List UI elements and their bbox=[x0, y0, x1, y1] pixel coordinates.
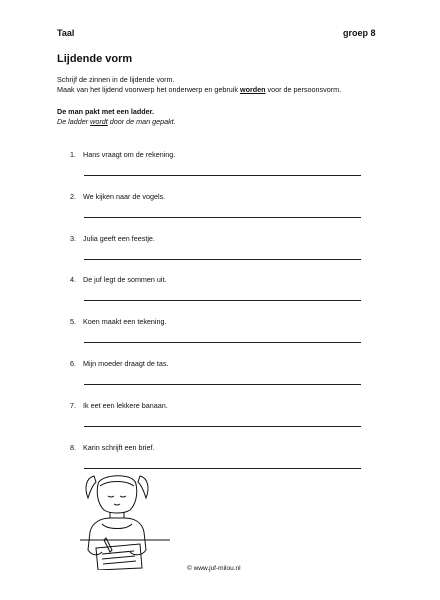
exercise-sentence: Koen maakt een tekening. bbox=[83, 317, 167, 327]
exercise-sentence: De juf legt de sommen uit. bbox=[83, 275, 167, 285]
exercise-item bbox=[70, 192, 165, 201]
subject-label: Taal bbox=[57, 28, 75, 38]
answer-line[interactable] bbox=[84, 384, 361, 385]
exercise-number: 3. bbox=[70, 233, 76, 243]
group-label: groep 8 bbox=[343, 28, 376, 38]
instruction-line-2-pre: Maak van het lijdend voorwerp het onderwerp en gebruik bbox=[57, 85, 240, 94]
exercise-sentence: Julia geeft een feestje. bbox=[83, 233, 155, 243]
answer-line[interactable] bbox=[84, 259, 361, 260]
exercise-sentence: Karin schrijft een brief. bbox=[83, 442, 155, 452]
exercise-item bbox=[70, 317, 167, 326]
instructions bbox=[57, 75, 387, 95]
exercise-sentence: Ik eet een lekkere banaan. bbox=[83, 400, 168, 410]
answer-line[interactable] bbox=[84, 300, 361, 301]
instruction-line-1: Schrijf de zinnen in de lijdende vorm. bbox=[57, 75, 175, 84]
exercise-item bbox=[70, 234, 155, 243]
exercise-sentence: We kijken naar de vogels. bbox=[83, 191, 166, 201]
instruction-line-2-post: voor de persoonsvorm. bbox=[265, 85, 342, 94]
answer-line[interactable] bbox=[84, 468, 361, 469]
copyright-footer: © www.juf-milou.nl bbox=[187, 565, 241, 572]
answer-line[interactable] bbox=[84, 175, 361, 176]
instruction-line-2 bbox=[57, 85, 387, 95]
answer-line[interactable] bbox=[84, 217, 361, 218]
exercise-number: 7. bbox=[70, 400, 76, 410]
exercise-sentence: Mijn moeder draagt de tas. bbox=[83, 359, 169, 368]
exercise-item bbox=[70, 150, 175, 159]
answer-line[interactable] bbox=[84, 426, 361, 427]
example-answer-post: door de man gepakt. bbox=[107, 117, 176, 126]
exercise-item bbox=[70, 275, 167, 284]
girl-writing-illustration bbox=[80, 470, 170, 570]
instruction-keyword: worden bbox=[240, 85, 266, 94]
example-block bbox=[57, 107, 176, 127]
page-title: Lijdende vorm bbox=[57, 53, 133, 65]
example-answer-keyword: wordt bbox=[90, 117, 108, 126]
exercise-number: 6. bbox=[70, 359, 76, 368]
exercise-number: 4. bbox=[70, 275, 76, 285]
example-sentence: De man pakt met een ladder. bbox=[57, 107, 155, 116]
exercise-sentence: Hans vraagt om de rekening. bbox=[83, 150, 176, 159]
exercise-number: 8. bbox=[70, 442, 76, 452]
exercise-item bbox=[70, 401, 168, 410]
exercise-item bbox=[70, 443, 155, 452]
example-answer-pre: De ladder bbox=[57, 117, 91, 126]
exercise-number: 1. bbox=[70, 150, 76, 159]
example-answer bbox=[57, 117, 176, 127]
exercise-number: 5. bbox=[70, 317, 76, 327]
answer-line[interactable] bbox=[84, 342, 361, 343]
exercise-number: 2. bbox=[70, 191, 76, 201]
exercise-item bbox=[70, 359, 169, 368]
